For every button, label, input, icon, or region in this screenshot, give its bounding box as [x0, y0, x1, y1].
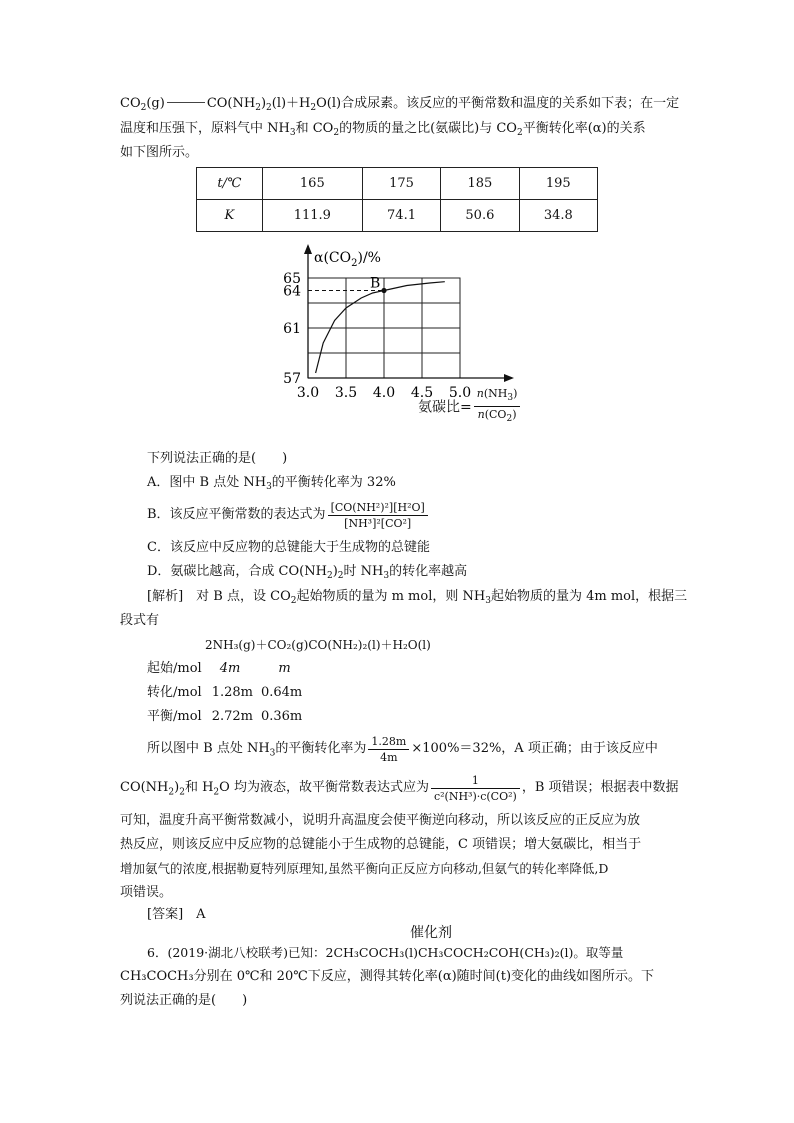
- stage-row: 平衡/mol 2.72m 0.36m: [147, 709, 303, 724]
- y-tick-label: 65: [283, 271, 301, 287]
- y-axis-arrow: [304, 244, 312, 254]
- intro-line-1: $CO_2(g)$ $CO(NH_2)_2(l)+H_2O(l)$合成尿素。该反应的平衡常数和温度的关系如下表；在一定: [120, 96, 680, 113]
- x-tick-label: 4.0: [372, 385, 396, 401]
- point-b-label: B: [370, 275, 381, 292]
- chart-series: [308, 276, 445, 374]
- table-row-k: [197, 200, 598, 232]
- intro-line-3: 如下图所示。: [120, 145, 199, 160]
- series-line: [316, 282, 445, 373]
- table-cell: 175: [362, 168, 440, 200]
- intro-line-2: 温度和压强下，原料气中 $NH_3$和 $CO_2$的物质的量之比(氨碳比)与 $CO_2$平衡转化率(α)的关系: [120, 121, 646, 138]
- analysis-para-2: $CO(NH_2)_2$和 $H_2O$ 均为液态，故平衡常数表达式应为 $\frac{1}{\text{c²(NH³)·c(CO²)}}$ ，B 项错误；根据表中数据: [120, 773, 679, 803]
- y-tick-label: 64: [283, 283, 301, 300]
- x-axis-label: 氨碳比= $\frac{n(NH_3)}{n(CO_2)}$: [418, 386, 522, 427]
- analysis-para-6: 项错误。: [120, 885, 173, 900]
- analysis-line-2: 段式有: [120, 613, 160, 628]
- table-cell: K: [197, 200, 263, 232]
- table-cell: 111.9: [262, 200, 362, 232]
- x-tick-label: 4.5: [410, 385, 434, 401]
- table-cell: 34.8: [519, 200, 597, 232]
- x-tick-label: 5.0: [448, 385, 472, 401]
- analysis-para-5: 增加氨气的浓度,根据勒夏特列原理知,虽然平衡向正反应方向移动,但氨气的转化率降低,D: [120, 861, 609, 876]
- analysis-para-4: 热反应，则该反应中反应物的总键能小于生成物的总键能，C 项错误；增大氨碳比，相当于: [120, 837, 642, 852]
- option-b: B．该反应平衡常数的表达式为 $\frac{\text{[CO(NH²)²][H²O]}}{\text{[NH³]²[CO²]}}$: [147, 499, 430, 532]
- q6-line-2: CH₃COCH₃分别在 0℃和 20℃下反应，测得其转化率(α)随时间(t)变化的曲线如图所示。下: [120, 969, 655, 984]
- analysis-para-1: 所以图中 B 点处 $NH_3$的平衡转化率为 $\frac{1.28m}{4m}$ ×100%＝32%，A 项正确；由于该反应中: [147, 734, 658, 764]
- q6-line-3: 列说法正确的是( ): [120, 993, 248, 1008]
- point-b-marker: [381, 288, 386, 293]
- stage-row: 转化/mol 1.28m 0.64m: [147, 685, 303, 700]
- question-stem: 下列说法正确的是( ): [147, 451, 288, 466]
- y-tick-label: 61: [283, 321, 301, 337]
- table-cell: 195: [519, 168, 597, 200]
- catalyst-label: 催化剂: [410, 925, 452, 941]
- x-axis-arrow: [504, 374, 514, 382]
- analysis-line-1: [解析] 对 B 点，设 $CO_2$起始物质的量为 m mol，则 $NH_3$起始物质的量为 4m mol，根据三: [147, 589, 688, 606]
- y-axis-label: $\alpha(CO_2)/\%$: [314, 250, 381, 269]
- table-row-temperature: [197, 168, 598, 200]
- option-d: D．氨碳比越高，合成 $CO(NH_2)_2$时 $NH_3$的转化率越高: [147, 564, 468, 581]
- table-cell: 165: [262, 168, 362, 200]
- table-cell: 74.1: [362, 200, 440, 232]
- option-c: C．该反应中反应物的总键能大于生成物的总键能: [147, 540, 430, 555]
- x-tick-label: 3.0: [296, 385, 320, 401]
- x-tick-label: 3.5: [334, 385, 358, 401]
- q6-line-1: 6．(2019·湖北八校联考)已知：2CH₃COCH₃(l)CH₃COCH₂COH(CH₃)₂(l)。取等量: [147, 945, 624, 960]
- reaction-equation: 2NH₃(g)＋CO₂(g)CO(NH₂)₂(l)＋H₂O(l): [205, 638, 431, 652]
- table-cell: 50.6: [441, 200, 519, 232]
- analysis-para-3: 可知，温度升高平衡常数减小，说明升高温度会使平衡逆向移动，所以该反应的正反应为放: [120, 813, 641, 828]
- answer: [答案] A: [147, 907, 206, 922]
- stage-row: 起始/mol 4m m: [147, 661, 291, 676]
- table-cell: t/℃: [197, 168, 263, 200]
- option-a: A．图中 B 点处 $NH_3$的平衡转化率为 32%: [147, 475, 396, 492]
- y-tick-label: 57: [283, 371, 301, 387]
- equilibrium-constant-table: [196, 167, 598, 232]
- table-cell: 185: [441, 168, 519, 200]
